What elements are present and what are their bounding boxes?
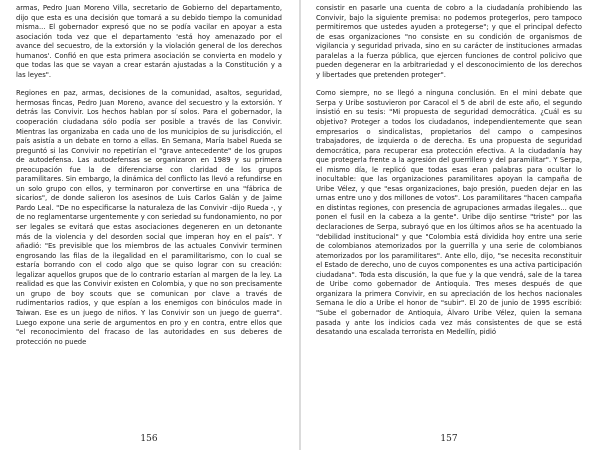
right-paragraph-2: Como siempre, no se llegó a ninguna conclusión. En el mini debate que Serpa y Uribe sostuvieron por Caracol el 5 de abril de este año, el segundo insistió en su tesis: "Mi propuesta de seguridad democrática. ¿Cuál es su objetivo? Proteger a todos los ciudadanos, independientemente que sean empresarios o sindicalistas, propietarios del campo o campesinos trabajadores, de izquierda o de derecha. Es una propuesta de seguridad democrática, para recuperar esa protección efectiva. A la ciudadanía hay que protegerla frente a la agresión del guerrillero y del paramilitar". Y Serpa, el mismo día, le replicó que todas esas eran palabras para ocultar lo inocultable: que las organizaciones paramilitares apoyan la campaña de Uribe Vélez, y que "esas organizaciones, bajo presión, pueden dejar en las urnas entre uno y dos millones de votos". Los paramilitares "hacen campaña en distintas regiones, con presencia de agrupaciones armadas ilegales... que ponen el fusil en la cabeza a la gente". Uribe dijo sentirse "triste" por las declaraciones de Serpa, subrayó que en los últimos años se ha acentuado la "debilidad institucional" y que "Colombia está dividida hoy entre una serie de colombianos atemorizados por la guerrilla y una serie de colombianos atemorizados por los paramilitares". Ante ello, dijo, "se necesita reconstituir el Estado de derecho, uno de cuyos componentes es una activa participación ciudadana". Toda esta discusión, la que fue y la que vendrá, sale de la tarea de Uribe como gobernador de Antioquia. Tres meses después de que organizara la primera Convivir, en su apreciación de los hechos nacionales Semana le dio a Uribe el honor de "subir". El 20 de junio de 1995 escribió: "Sube el gobernador de Antioquia, Álvaro Uribe Vélez, quien la semana pasada y ante los indicios cada vez más consistentes de que se está desatando una escalada terrorista en Medellín, pidió bbox=[316, 89, 582, 337]
left-page bbox=[16, 4, 282, 444]
left-paragraph-1: armas, Pedro Juan Moreno Villa, secretario de Gobierno del departamento, dijo que esta es una decisión que tomará a su debido tiempo la comunidad misma... El gobernador expresó que no se podía vacilar en apoyar a esta asociación toda vez que el departamento 'está hoy amenazado por el avance del secuestro, de la extorsión y la violación general de los derechos humanos'. Confió en que esta primera asociación se convierta en modelo y que todas las que se vayan a crear estarán ajustadas a la Constitución y a las leyes". bbox=[16, 4, 282, 79]
book-gutter bbox=[299, 0, 301, 450]
left-page-number: 156 bbox=[140, 434, 158, 444]
right-page-number: 157 bbox=[440, 434, 458, 444]
right-paragraph-1: consistir en pasarle una cuenta de cobro a la ciudadanía prohibiendo las Convivir, bajo la siguiente premisa: no podemos protegerlos, pero tampoco permitiremos que ustedes ayuden a protegerse"; y que el principal defecto de esas organizaciones "no consiste en su condición de organismos de vigilancia y seguridad privada, sino en su carácter de instituciones armadas paralelas a la fuerza pública, que ejercen funciones de control policivo que pueden degenerar en la arbitrariedad y el desconocimiento de los derechos y libertades que pretenden proteger". bbox=[316, 4, 582, 79]
right-page bbox=[316, 4, 582, 444]
left-paragraph-2: Regiones en paz, armas, decisiones de la comunidad, asaltos, seguridad, hermosas fincas, Pedro Juan Moreno, avance del secuestro y la extorsión. Y detrás las Convivir. Los hechos hablan por sí solos. Para el gobernador, la cooperación ciudadana sólo podía ser posible a través de las Convivir. Mientras las organizaba en cada uno de los municipios de su jurisdicción, el país asistía a un debate en torno a ellas. En Semana, María Isabel Rueda se preguntó si las Convivir no repetirían el "grave antecedente" de los grupos de autodefensa. Las autodefensas se organizaron en 1989 y su primera preocupación fue la de diferenciarse con claridad de los grupos paramilitares. Sin embargo, la dinámica del conflicto las llevó a refundirse en un solo grupo con ellos, y terminaron por convertirse en una "fábrica de sicarios", de donde salieron los asesinos de Luis Carlos Galán y de Jaime Pardo Leal. "De no especificarse la naturaleza de las Convivir -dijo Rueda -, y de no reglamentarse urgentemente y con seriedad su fundonamiento, no por ser legales se evitará que estas asociaciones degeneren en un detonante más de la violencia y del desorden social que imperan hoy en el país". Y añadió: "Es previsible que los miembros de las actuales Convivir terminen engrosando las filas de la ilegalidad en el paramilitarismo, con lo cual se estaría borrando con el codo algo que se quiso lograr con su creación: legalizar aquellos grupos que de lo contrario estarían al margen de la ley. La realidad es que las Convivir existen en Colombia, y que no son precisamente un grupo de boy scouts que se comunican por clave a través de rudimentarios radios, y que espían a los enemigos con binóculos made in Taiwan. Ese es un juego de niños. Y las Convivir son un juego de guerra". Luego expone una serie de argumentos en pro y en contra, entre ellos que "el reconocimiento del fracaso de las autoridades en sus deberes de protección no puede bbox=[16, 89, 282, 346]
